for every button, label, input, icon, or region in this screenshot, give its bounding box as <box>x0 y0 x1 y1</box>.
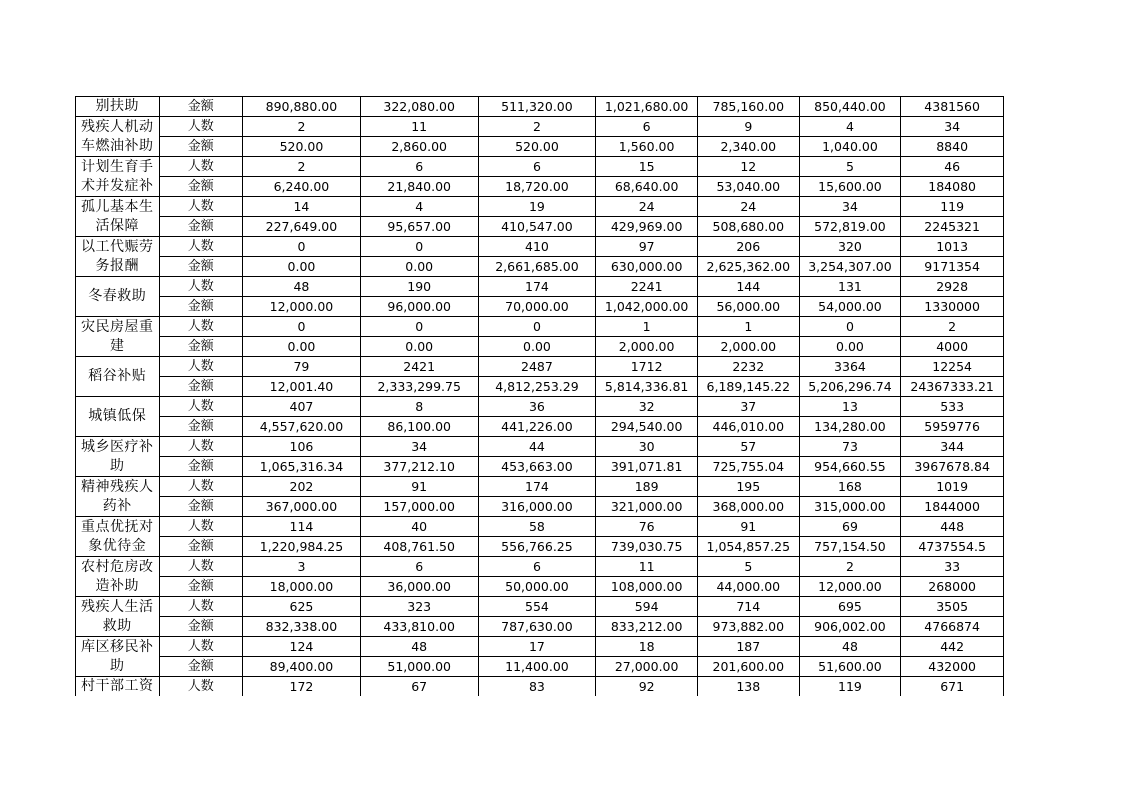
value-cell[interactable]: 48 <box>243 277 361 297</box>
value-cell[interactable]: 32 <box>596 397 698 417</box>
value-cell[interactable]: 1,560.00 <box>596 137 698 157</box>
table-row <box>76 557 1004 577</box>
measure-type-cell[interactable]: 人数 <box>159 277 243 297</box>
value-cell[interactable]: 0.00 <box>478 337 596 357</box>
table-row <box>76 357 1004 377</box>
value-cell[interactable]: 2421 <box>360 357 478 377</box>
value-cell[interactable]: 446,010.00 <box>697 417 799 437</box>
value-cell[interactable]: 508,680.00 <box>697 217 799 237</box>
table-row <box>76 437 1004 457</box>
measure-type-cell[interactable]: 金额 <box>159 337 243 357</box>
category-cell[interactable]: 冬春救助 <box>76 277 160 317</box>
value-cell[interactable]: 195 <box>697 477 799 497</box>
value-cell[interactable]: 92 <box>596 677 698 697</box>
category-cell[interactable]: 灾民房屋重建 <box>76 317 160 357</box>
value-cell[interactable]: 316,000.00 <box>478 497 596 517</box>
table-row <box>76 457 1004 477</box>
value-cell[interactable]: 2 <box>799 557 901 577</box>
value-cell[interactable]: 556,766.25 <box>478 537 596 557</box>
value-cell[interactable]: 34 <box>360 437 478 457</box>
value-cell[interactable]: 2,000.00 <box>697 337 799 357</box>
value-cell[interactable]: 11 <box>596 557 698 577</box>
value-cell[interactable]: 1712 <box>596 357 698 377</box>
total-cell[interactable]: 344 <box>901 437 1004 457</box>
value-cell[interactable]: 433,810.00 <box>360 617 478 637</box>
value-cell[interactable]: 6 <box>360 157 478 177</box>
value-cell[interactable]: 15 <box>596 157 698 177</box>
total-cell[interactable]: 671 <box>901 677 1004 697</box>
value-cell[interactable]: 36 <box>478 397 596 417</box>
value-cell[interactable]: 34 <box>799 197 901 217</box>
total-cell[interactable]: 3505 <box>901 597 1004 617</box>
value-cell[interactable]: 2,340.00 <box>697 137 799 157</box>
value-cell[interactable]: 368,000.00 <box>697 497 799 517</box>
value-cell[interactable]: 86,100.00 <box>360 417 478 437</box>
value-cell[interactable]: 79 <box>243 357 361 377</box>
measure-type-cell[interactable]: 人数 <box>159 317 243 337</box>
value-cell[interactable]: 5 <box>697 557 799 577</box>
value-cell[interactable]: 0 <box>360 317 478 337</box>
value-cell[interactable]: 4,812,253.29 <box>478 377 596 397</box>
table-row <box>76 297 1004 317</box>
total-cell[interactable]: 184080 <box>901 177 1004 197</box>
value-cell[interactable]: 320 <box>799 237 901 257</box>
value-cell[interactable]: 785,160.00 <box>697 97 799 117</box>
table-row <box>76 237 1004 257</box>
value-cell[interactable]: 6 <box>360 557 478 577</box>
value-cell[interactable]: 44,000.00 <box>697 577 799 597</box>
measure-type-cell[interactable]: 金额 <box>159 417 243 437</box>
value-cell[interactable]: 119 <box>799 677 901 697</box>
value-cell[interactable]: 739,030.75 <box>596 537 698 557</box>
table-row <box>76 657 1004 677</box>
table-row <box>76 197 1004 217</box>
measure-type-cell[interactable]: 人数 <box>159 197 243 217</box>
value-cell[interactable]: 73 <box>799 437 901 457</box>
value-cell[interactable]: 625 <box>243 597 361 617</box>
value-cell[interactable]: 322,080.00 <box>360 97 478 117</box>
value-cell[interactable]: 36,000.00 <box>360 577 478 597</box>
value-cell[interactable]: 12,000.00 <box>243 297 361 317</box>
category-cell[interactable]: 残疾人生活救助 <box>76 597 160 637</box>
value-cell[interactable]: 2 <box>243 117 361 137</box>
total-cell[interactable]: 33 <box>901 557 1004 577</box>
value-cell[interactable]: 4 <box>799 117 901 137</box>
value-cell[interactable]: 174 <box>478 477 596 497</box>
value-cell[interactable]: 1 <box>697 317 799 337</box>
measure-type-cell[interactable]: 金额 <box>159 617 243 637</box>
value-cell[interactable]: 391,071.81 <box>596 457 698 477</box>
value-cell[interactable]: 106 <box>243 437 361 457</box>
value-cell[interactable]: 6,189,145.22 <box>697 377 799 397</box>
measure-type-cell[interactable]: 人数 <box>159 597 243 617</box>
value-cell[interactable]: 201,600.00 <box>697 657 799 677</box>
value-cell[interactable]: 134,280.00 <box>799 417 901 437</box>
value-cell[interactable]: 89,400.00 <box>243 657 361 677</box>
value-cell[interactable]: 695 <box>799 597 901 617</box>
table-row <box>76 377 1004 397</box>
measure-type-cell[interactable]: 金额 <box>159 577 243 597</box>
measure-type-cell[interactable]: 人数 <box>159 557 243 577</box>
value-cell[interactable]: 24 <box>596 197 698 217</box>
value-cell[interactable]: 757,154.50 <box>799 537 901 557</box>
value-cell[interactable]: 0 <box>799 317 901 337</box>
value-cell[interactable]: 2232 <box>697 357 799 377</box>
table-row <box>76 217 1004 237</box>
value-cell[interactable]: 0.00 <box>243 337 361 357</box>
total-cell[interactable]: 4766874 <box>901 617 1004 637</box>
measure-type-cell[interactable]: 金额 <box>159 497 243 517</box>
category-cell[interactable]: 孤儿基本生活保障 <box>76 197 160 237</box>
value-cell[interactable]: 4,557,620.00 <box>243 417 361 437</box>
value-cell[interactable]: 520.00 <box>478 137 596 157</box>
value-cell[interactable]: 6 <box>478 157 596 177</box>
measure-type-cell[interactable]: 人数 <box>159 397 243 417</box>
value-cell[interactable]: 0.00 <box>360 337 478 357</box>
table-row <box>76 577 1004 597</box>
value-cell[interactable]: 2,860.00 <box>360 137 478 157</box>
total-cell[interactable]: 432000 <box>901 657 1004 677</box>
measure-type-cell[interactable]: 金额 <box>159 217 243 237</box>
value-cell[interactable]: 410,547.00 <box>478 217 596 237</box>
table-row <box>76 537 1004 557</box>
value-cell[interactable]: 70,000.00 <box>478 297 596 317</box>
measure-type-cell[interactable]: 人数 <box>159 637 243 657</box>
value-cell[interactable]: 6 <box>596 117 698 137</box>
total-cell[interactable]: 1019 <box>901 477 1004 497</box>
value-cell[interactable]: 3,254,307.00 <box>799 257 901 277</box>
value-cell[interactable]: 0 <box>243 237 361 257</box>
value-cell[interactable]: 54,000.00 <box>799 297 901 317</box>
value-cell[interactable]: 890,880.00 <box>243 97 361 117</box>
table-row <box>76 317 1004 337</box>
value-cell[interactable]: 407 <box>243 397 361 417</box>
value-cell[interactable]: 441,226.00 <box>478 417 596 437</box>
value-cell[interactable]: 15,600.00 <box>799 177 901 197</box>
value-cell[interactable]: 168 <box>799 477 901 497</box>
value-cell[interactable]: 594 <box>596 597 698 617</box>
value-cell[interactable]: 321,000.00 <box>596 497 698 517</box>
value-cell[interactable]: 2,661,685.00 <box>478 257 596 277</box>
value-cell[interactable]: 11 <box>360 117 478 137</box>
measure-type-cell[interactable]: 人数 <box>159 117 243 137</box>
table-row <box>76 497 1004 517</box>
value-cell[interactable]: 1,040.00 <box>799 137 901 157</box>
table-row <box>76 117 1004 137</box>
value-cell[interactable]: 3364 <box>799 357 901 377</box>
value-cell[interactable]: 572,819.00 <box>799 217 901 237</box>
total-cell[interactable]: 119 <box>901 197 1004 217</box>
value-cell[interactable]: 367,000.00 <box>243 497 361 517</box>
value-cell[interactable]: 172 <box>243 677 361 697</box>
spreadsheet-table-view <box>75 96 1005 696</box>
value-cell[interactable]: 83 <box>478 677 596 697</box>
category-cell[interactable]: 残疾人机动车燃油补助 <box>76 117 160 157</box>
total-cell[interactable]: 46 <box>901 157 1004 177</box>
value-cell[interactable]: 30 <box>596 437 698 457</box>
measure-type-cell[interactable]: 金额 <box>159 257 243 277</box>
total-cell[interactable]: 5959776 <box>901 417 1004 437</box>
value-cell[interactable]: 19 <box>478 197 596 217</box>
value-cell[interactable]: 315,000.00 <box>799 497 901 517</box>
value-cell[interactable]: 2 <box>243 157 361 177</box>
value-cell[interactable]: 408,761.50 <box>360 537 478 557</box>
value-cell[interactable]: 12,001.40 <box>243 377 361 397</box>
measure-type-cell[interactable]: 人数 <box>159 357 243 377</box>
value-cell[interactable]: 6,240.00 <box>243 177 361 197</box>
table-row <box>76 137 1004 157</box>
value-cell[interactable]: 18,720.00 <box>478 177 596 197</box>
value-cell[interactable]: 1,021,680.00 <box>596 97 698 117</box>
value-cell[interactable]: 157,000.00 <box>360 497 478 517</box>
value-cell[interactable]: 95,657.00 <box>360 217 478 237</box>
value-cell[interactable]: 190 <box>360 277 478 297</box>
table-row <box>76 157 1004 177</box>
value-cell[interactable]: 0.00 <box>243 257 361 277</box>
value-cell[interactable]: 51,000.00 <box>360 657 478 677</box>
value-cell[interactable]: 91 <box>360 477 478 497</box>
total-cell[interactable]: 4000 <box>901 337 1004 357</box>
table-row <box>76 617 1004 637</box>
total-cell[interactable]: 4737554.5 <box>901 537 1004 557</box>
value-cell[interactable]: 0.00 <box>799 337 901 357</box>
value-cell[interactable]: 630,000.00 <box>596 257 698 277</box>
measure-type-cell[interactable]: 金额 <box>159 657 243 677</box>
table-row <box>76 677 1004 697</box>
value-cell[interactable]: 554 <box>478 597 596 617</box>
value-cell[interactable]: 3 <box>243 557 361 577</box>
value-cell[interactable]: 189 <box>596 477 698 497</box>
value-cell[interactable]: 0 <box>360 237 478 257</box>
value-cell[interactable]: 294,540.00 <box>596 417 698 437</box>
total-cell[interactable]: 3967678.84 <box>901 457 1004 477</box>
table-row <box>76 177 1004 197</box>
value-cell[interactable]: 2 <box>478 117 596 137</box>
value-cell[interactable]: 8 <box>360 397 478 417</box>
value-cell[interactable]: 24 <box>697 197 799 217</box>
value-cell[interactable]: 206 <box>697 237 799 257</box>
value-cell[interactable]: 520.00 <box>243 137 361 157</box>
category-cell[interactable]: 库区移民补助 <box>76 637 160 677</box>
value-cell[interactable]: 410 <box>478 237 596 257</box>
value-cell[interactable]: 13 <box>799 397 901 417</box>
total-cell[interactable]: 12254 <box>901 357 1004 377</box>
value-cell[interactable]: 832,338.00 <box>243 617 361 637</box>
value-cell[interactable]: 0 <box>243 317 361 337</box>
table-row <box>76 477 1004 497</box>
value-cell[interactable]: 48 <box>799 637 901 657</box>
value-cell[interactable]: 0 <box>478 317 596 337</box>
total-cell[interactable]: 4381560 <box>901 97 1004 117</box>
value-cell[interactable]: 174 <box>478 277 596 297</box>
measure-type-cell[interactable]: 人数 <box>159 677 243 697</box>
category-cell[interactable]: 城乡医疗补助 <box>76 437 160 477</box>
table-row <box>76 397 1004 417</box>
value-cell[interactable]: 5 <box>799 157 901 177</box>
value-cell[interactable]: 21,840.00 <box>360 177 478 197</box>
value-cell[interactable]: 76 <box>596 517 698 537</box>
measure-type-cell[interactable]: 人数 <box>159 237 243 257</box>
category-cell[interactable]: 别扶助 <box>76 97 160 117</box>
value-cell[interactable]: 1,042,000.00 <box>596 297 698 317</box>
value-cell[interactable]: 714 <box>697 597 799 617</box>
value-cell[interactable]: 53,040.00 <box>697 177 799 197</box>
measure-type-cell[interactable]: 金额 <box>159 97 243 117</box>
value-cell[interactable]: 202 <box>243 477 361 497</box>
category-cell[interactable]: 精神残疾人药补 <box>76 477 160 517</box>
subsidy-table <box>75 96 1004 696</box>
value-cell[interactable]: 4 <box>360 197 478 217</box>
table-row <box>76 257 1004 277</box>
table-row <box>76 637 1004 657</box>
category-cell[interactable]: 以工代赈劳务报酬 <box>76 237 160 277</box>
category-cell[interactable]: 重点优抚对象优待金 <box>76 517 160 557</box>
value-cell[interactable]: 2,000.00 <box>596 337 698 357</box>
total-cell[interactable]: 9171354 <box>901 257 1004 277</box>
total-cell[interactable]: 1330000 <box>901 297 1004 317</box>
category-cell[interactable]: 城镇低保 <box>76 397 160 437</box>
value-cell[interactable]: 91 <box>697 517 799 537</box>
total-cell[interactable]: 2928 <box>901 277 1004 297</box>
value-cell[interactable]: 11,400.00 <box>478 657 596 677</box>
measure-type-cell[interactable]: 金额 <box>159 537 243 557</box>
value-cell[interactable]: 429,969.00 <box>596 217 698 237</box>
value-cell[interactable]: 57 <box>697 437 799 457</box>
total-cell[interactable]: 1013 <box>901 237 1004 257</box>
value-cell[interactable]: 2487 <box>478 357 596 377</box>
measure-type-cell[interactable]: 金额 <box>159 177 243 197</box>
value-cell[interactable]: 850,440.00 <box>799 97 901 117</box>
category-cell[interactable]: 农村危房改造补助 <box>76 557 160 597</box>
value-cell[interactable]: 1 <box>596 317 698 337</box>
total-cell[interactable]: 448 <box>901 517 1004 537</box>
value-cell[interactable]: 973,882.00 <box>697 617 799 637</box>
category-cell[interactable]: 稻谷补贴 <box>76 357 160 397</box>
value-cell[interactable]: 227,649.00 <box>243 217 361 237</box>
value-cell[interactable]: 2,333,299.75 <box>360 377 478 397</box>
value-cell[interactable]: 40 <box>360 517 478 537</box>
value-cell[interactable]: 2241 <box>596 277 698 297</box>
measure-type-cell[interactable]: 金额 <box>159 377 243 397</box>
value-cell[interactable]: 377,212.10 <box>360 457 478 477</box>
value-cell[interactable]: 131 <box>799 277 901 297</box>
value-cell[interactable]: 187 <box>697 637 799 657</box>
value-cell[interactable]: 50,000.00 <box>478 577 596 597</box>
table-row <box>76 517 1004 537</box>
value-cell[interactable]: 12 <box>697 157 799 177</box>
table-row <box>76 597 1004 617</box>
value-cell[interactable]: 67 <box>360 677 478 697</box>
value-cell[interactable]: 114 <box>243 517 361 537</box>
value-cell[interactable]: 96,000.00 <box>360 297 478 317</box>
value-cell[interactable]: 9 <box>697 117 799 137</box>
measure-type-cell[interactable]: 人数 <box>159 517 243 537</box>
value-cell[interactable]: 124 <box>243 637 361 657</box>
measure-type-cell[interactable]: 金额 <box>159 137 243 157</box>
value-cell[interactable]: 0.00 <box>360 257 478 277</box>
table-row <box>76 337 1004 357</box>
value-cell[interactable]: 1,220,984.25 <box>243 537 361 557</box>
value-cell[interactable]: 14 <box>243 197 361 217</box>
measure-type-cell[interactable]: 人数 <box>159 477 243 497</box>
value-cell[interactable]: 12,000.00 <box>799 577 901 597</box>
value-cell[interactable]: 323 <box>360 597 478 617</box>
total-cell[interactable]: 1844000 <box>901 497 1004 517</box>
measure-type-cell[interactable]: 人数 <box>159 437 243 457</box>
value-cell[interactable]: 5,206,296.74 <box>799 377 901 397</box>
total-cell[interactable]: 442 <box>901 637 1004 657</box>
total-cell[interactable]: 8840 <box>901 137 1004 157</box>
total-cell[interactable]: 268000 <box>901 577 1004 597</box>
value-cell[interactable]: 453,663.00 <box>478 457 596 477</box>
category-cell[interactable]: 计划生育手术并发症补 <box>76 157 160 197</box>
value-cell[interactable]: 56,000.00 <box>697 297 799 317</box>
value-cell[interactable]: 511,320.00 <box>478 97 596 117</box>
table-row <box>76 277 1004 297</box>
table-row <box>76 417 1004 437</box>
measure-type-cell[interactable]: 金额 <box>159 457 243 477</box>
measure-type-cell[interactable]: 金额 <box>159 297 243 317</box>
value-cell[interactable]: 44 <box>478 437 596 457</box>
total-cell[interactable]: 34 <box>901 117 1004 137</box>
value-cell[interactable]: 787,630.00 <box>478 617 596 637</box>
value-cell[interactable]: 2,625,362.00 <box>697 257 799 277</box>
value-cell[interactable]: 1,065,316.34 <box>243 457 361 477</box>
value-cell[interactable]: 906,002.00 <box>799 617 901 637</box>
value-cell[interactable]: 1,054,857.25 <box>697 537 799 557</box>
value-cell[interactable]: 97 <box>596 237 698 257</box>
value-cell[interactable]: 6 <box>478 557 596 577</box>
value-cell[interactable]: 833,212.00 <box>596 617 698 637</box>
value-cell[interactable]: 48 <box>360 637 478 657</box>
value-cell[interactable]: 954,660.55 <box>799 457 901 477</box>
category-cell[interactable]: 村干部工资 <box>76 677 160 697</box>
table-body <box>76 97 1004 697</box>
value-cell[interactable]: 18,000.00 <box>243 577 361 597</box>
value-cell[interactable]: 69 <box>799 517 901 537</box>
value-cell[interactable]: 58 <box>478 517 596 537</box>
value-cell[interactable]: 37 <box>697 397 799 417</box>
total-cell[interactable]: 2245321 <box>901 217 1004 237</box>
value-cell[interactable]: 18 <box>596 637 698 657</box>
value-cell[interactable]: 5,814,336.81 <box>596 377 698 397</box>
value-cell[interactable]: 68,640.00 <box>596 177 698 197</box>
measure-type-cell[interactable]: 人数 <box>159 157 243 177</box>
total-cell[interactable]: 2 <box>901 317 1004 337</box>
value-cell[interactable]: 138 <box>697 677 799 697</box>
value-cell[interactable]: 144 <box>697 277 799 297</box>
total-cell[interactable]: 533 <box>901 397 1004 417</box>
value-cell[interactable]: 51,600.00 <box>799 657 901 677</box>
total-cell[interactable]: 24367333.21 <box>901 377 1004 397</box>
table-row <box>76 97 1004 117</box>
value-cell[interactable]: 27,000.00 <box>596 657 698 677</box>
value-cell[interactable]: 17 <box>478 637 596 657</box>
value-cell[interactable]: 108,000.00 <box>596 577 698 597</box>
value-cell[interactable]: 725,755.04 <box>697 457 799 477</box>
